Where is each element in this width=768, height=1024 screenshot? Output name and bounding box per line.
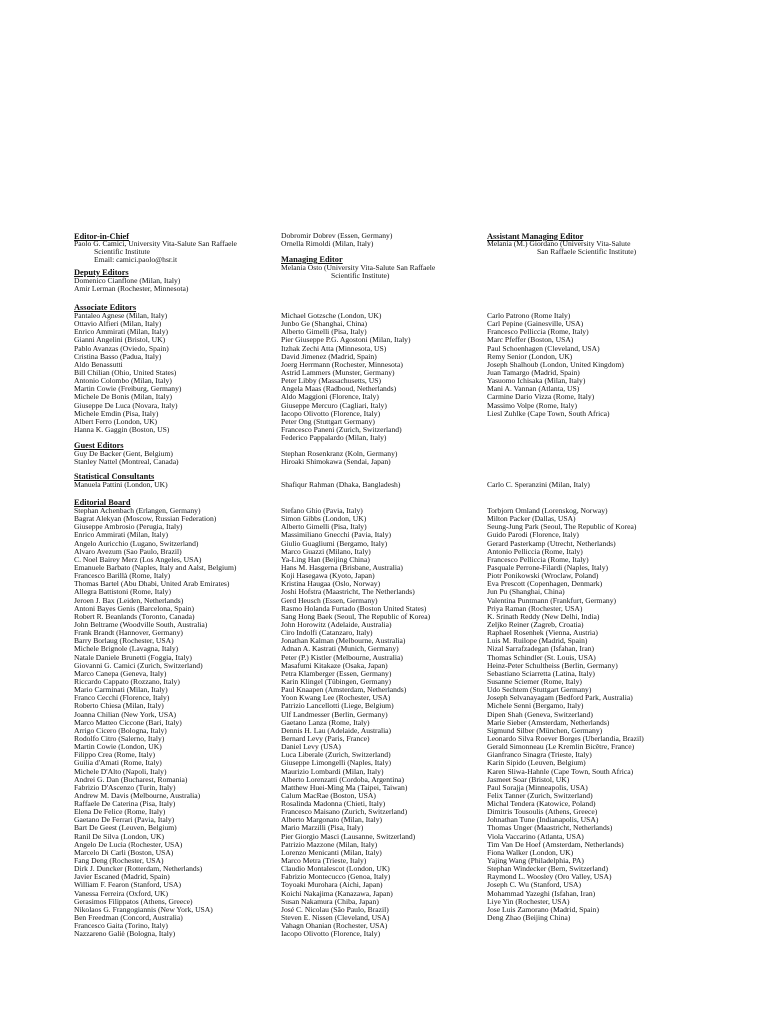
list-item: Michele De Bonis (Milan, Italy) [74, 392, 173, 402]
assistant-managing-editor-heading: Assistant Managing Editor [487, 232, 584, 241]
list-item: Aldo Maggioni (Florence, Italy) [281, 392, 379, 402]
list-item: Stephan Windecker (Bern, Switzerland) [487, 864, 609, 874]
list-item: Vanessa Ferreira (Oxford, UK) [74, 888, 169, 898]
managing-editor-heading: Managing Editor [281, 255, 343, 264]
list-item: Ya-Ling Han (Beijing China) [281, 554, 370, 564]
list-item: Scientific Institute) [331, 271, 390, 281]
list-item: Luis M. Ruilope (Madrid, Spain) [487, 636, 588, 646]
list-item: Michele Emdin (Pisa, Italy) [74, 408, 159, 418]
editor-in-chief-line: Paolo G. Camici, University Vita-Salute San Raffaele [74, 239, 237, 248]
list-item: Ciro Indolfi (Catanzaro, Italy) [281, 628, 373, 638]
list-item: Marco Metra (Trieste, Italy) [281, 856, 367, 866]
list-item: Junbo Ge (Shanghai, China) [281, 319, 368, 329]
editor-in-chief-details [74, 240, 237, 264]
list-item: Thomas Schindler (St. Louis, USA) [487, 652, 596, 662]
managing-editor-details [281, 264, 435, 280]
list-item: Juan Tamargo (Madrid, Spain) [487, 367, 580, 377]
list-item: Ottavio Alfieri (Milan, Italy) [74, 319, 162, 329]
statistical-consultants-col3 [487, 481, 590, 489]
list-item: Calum MacRae (Boston, USA) [281, 790, 376, 800]
list-item: Barry Borlaug (Rochester, USA) [74, 636, 174, 646]
list-item: Mario Marzilli (Pisa, Italy) [281, 823, 364, 833]
list-item: Ben Freedman (Concord, Australia) [74, 913, 183, 923]
list-item: Carlo C. Speranzini (Milan, Italy) [487, 480, 590, 489]
list-item: Emanuele Barbato (Naples, Italy and Aalst, Belgium) [74, 562, 237, 572]
associate-editors-heading: Associate Editors [74, 303, 137, 312]
list-item: Franco Cecchi (Florence, Italy) [74, 693, 170, 703]
list-item: José C. Nicolau (São Paulo, Brazil) [281, 904, 389, 914]
list-item: Koji Hasegawa (Kyoto, Japan) [281, 571, 375, 581]
list-item: Piotr Ponikowski (Wroclaw, Poland) [487, 571, 599, 581]
list-item: Martin Cowie (London, UK) [74, 742, 162, 752]
list-item: Antoni Bayes Genis (Barcelona, Spain) [74, 603, 194, 613]
list-item: Raffaele De Caterina (Pisa, Italy) [74, 799, 176, 809]
list-item: Francesco Pelliccia (Rome, Italy) [487, 327, 589, 337]
list-item: Bernard Levy (Paris, France) [281, 733, 370, 743]
list-item: Mohammad Yazeghi (Isfahan, Iran) [487, 888, 596, 898]
list-item: Felix Tanner (Zurich, Switzerland) [487, 790, 593, 800]
list-item: Giovanni G. Camici (Zurich, Switzerland) [74, 660, 203, 670]
list-item: Dipen Shah (Geneva, Switzerland) [487, 709, 593, 719]
list-item: Raymond L. Woosley (Oro Valley, USA) [487, 872, 612, 882]
list-item: Karin Klingel (Tübingen, Germany) [281, 676, 392, 686]
list-item: Albert Ferro (London, UK) [74, 416, 158, 426]
editor-in-chief-heading: Editor-in-Chief [74, 232, 130, 241]
list-item: William F. Fearon (Stanford, USA) [74, 880, 182, 890]
list-item: Stefano Ghio (Pavia, Italy) [281, 506, 363, 515]
list-item: Giuseppe Limongelli (Naples, Italy) [281, 758, 392, 768]
list-item: Liye Yin (Rochester, USA) [487, 896, 570, 906]
list-item: Bart De Geest (Leuven, Belgium) [74, 823, 177, 833]
list-item: Francesco Pelliccia (Rome, Italy) [487, 554, 589, 564]
list-item: Ulf Landmesser (Berlin, Germany) [281, 709, 388, 719]
list-item: Paul Knaapen (Amsterdam, Netherlands) [281, 685, 407, 695]
list-item: Ornella Rimoldi (Milan, Italy) [281, 239, 374, 249]
guest-editors-heading: Guest Editors [74, 441, 124, 450]
list-item: Liesl Zuhlke (Cape Town, South Africa) [487, 408, 610, 418]
list-item: Jonathan Kalman (Melbourne, Australia) [281, 636, 406, 646]
list-item: Jasmeet Soar (Bristol, UK) [487, 774, 570, 784]
list-item: Joanna Chilian (New York, USA) [74, 709, 177, 719]
list-item: San Raffaele Scientific Institute) [537, 247, 637, 257]
list-item: Paul Schoenhagen (Cleveland, USA) [487, 343, 600, 353]
list-item: Vahagn Ohanian (Rochester, USA) [281, 921, 388, 931]
associate-editors-col1 [74, 312, 181, 434]
deputy-editors-list [74, 277, 188, 293]
list-item: Angelo Auricchio (Lugano, Switzerland) [74, 538, 199, 548]
list-item: Allegra Battistoni (Rome, Italy) [74, 587, 172, 597]
list-item: K. Srinath Reddy (New Delhi, India) [487, 611, 600, 621]
list-item: Antonio Pelliccia (Rome, Italy) [487, 546, 583, 556]
list-item: Itzhak Zechi Atta (Minnesota, US) [281, 343, 387, 353]
list-item: Masafumi Kitakaze (Osaka, Japan) [281, 660, 388, 670]
list-item: Eva Prescott (Copenhagen, Denmark) [487, 579, 603, 589]
list-item: Hanna K. Gaggin (Boston, US) [74, 424, 170, 434]
list-item: Peter Ong (Stuttgart Germany) [281, 416, 375, 426]
list-item: Angelo De Lucia (Rochester, USA) [74, 839, 183, 849]
list-item: Gerald Simonneau (Le Kremlin Bicêtre, France) [487, 742, 635, 752]
list-item: Iacopo Olivotto (Florence, Italy) [281, 408, 381, 418]
list-item: Joseph Selvanayagam (Bedford Park, Australia) [487, 693, 633, 703]
list-item: Yajing Wang (Philadelphia, PA) [487, 856, 584, 866]
list-item: Udo Sechtem (Stuttgart Germany) [487, 685, 592, 695]
list-item: Carl Pepine (Gainesville, USA) [487, 319, 584, 329]
list-item: Bill Chilian (Ohio, United States) [74, 367, 177, 377]
list-item: Fiona Walker (London, UK) [487, 847, 574, 857]
list-item: Hiroaki Shimokawa (Sendai, Japan) [281, 457, 391, 467]
list-item: Arrigo Cicero (Bologna, Italy) [74, 725, 167, 735]
list-item: Yoon Kwang Lee (Rochester, USA) [281, 693, 391, 703]
editorial-board-heading: Editorial Board [74, 498, 131, 507]
list-item: Sebastiano Sciarretta (Latina, Italy) [487, 668, 595, 678]
editor-in-chief-email: Email: camici.paolo@hsr.it [94, 255, 178, 265]
list-item: Massimo Volpe (Rome, Italy) [487, 400, 577, 410]
list-item: Gerard Pasterkamp (Utrecht, Netherlands) [487, 538, 616, 548]
list-item: John Beltrame (Woodville South, Australia) [74, 619, 208, 629]
list-item: Jeroen J. Bax (Leiden, Netherlands) [74, 595, 184, 605]
list-item: Thomas Bartel (Abu Dhabi, United Arab Emirates) [74, 579, 230, 589]
list-item: Nizal Sarrafzadegan (Isfahan, Iran) [487, 644, 595, 654]
assistant-managing-editor-details [487, 240, 636, 256]
list-item: Marcelo Di Carli (Boston, USA) [74, 847, 174, 857]
list-item: Enrico Ammirati (Milan, Italy) [74, 530, 169, 540]
list-item: Rosalinda Madonna (Chieti, Italy) [281, 799, 386, 809]
associate-editors-col3 [487, 312, 624, 418]
list-item: Jose Luis Zamorano (Madrid, Spain) [487, 904, 599, 914]
list-item: Stanley Nattel (Montreal, Canada) [74, 457, 179, 467]
list-item: Milton Packer (Dallas, USA) [487, 514, 576, 524]
list-item: Peter (P.) Kistler (Melbourne, Australia) [281, 652, 403, 662]
list-item: Simon Gibbs (London, UK) [281, 514, 367, 524]
list-item: Luca Liberale (Zurich, Switzerland) [281, 750, 391, 760]
list-item: Francesco Gaita (Torino, Italy) [74, 921, 168, 931]
list-item: Marie Sieber (Amsterdam, Netherlands) [487, 717, 610, 727]
list-item: Gaetano Lanza (Rome, Italy) [281, 717, 370, 727]
list-item: Rodolfo Citro (Salerno, Italy) [74, 733, 165, 743]
list-item: Elena De Felice (Rome, Italy) [74, 807, 166, 817]
list-item: Michele Brignole (Lavagna, Italy) [74, 644, 179, 654]
list-item: Nazzareno Galiè (Bologna, Italy) [74, 929, 176, 939]
list-item: Carlo Patrono (Rome Italy) [487, 311, 571, 320]
list-item: Remy Senior (London, UK) [487, 351, 573, 361]
list-item: Mani A. Vannan (Atlanta, US) [487, 384, 580, 394]
list-item: Guy De Backer (Gent, Belgium) [74, 449, 173, 458]
top-col2-list [281, 232, 392, 248]
list-item: Dimitris Tousoulis (Athens, Greece) [487, 807, 598, 817]
list-item: Zeljko Reiner (Zagreb, Croatia) [487, 619, 584, 629]
list-item: Alvaro Avezum (Sao Paulo, Brazil) [74, 546, 182, 556]
list-item: Frank Brandt (Hannover, Germany) [74, 628, 183, 638]
list-item: Steven E. Nissen (Cleveland, USA) [281, 913, 390, 923]
list-item: Matthew Huei-Ming Ma (Taipei, Taiwan) [281, 782, 408, 792]
list-item: Claudio Montalescot (London, UK) [281, 864, 390, 874]
list-item: Iacopo Olivotto (Florence, Italy) [281, 929, 381, 939]
list-item: Sang Hong Baek (Seoul, The Republic of Korea) [281, 611, 431, 621]
list-item: Pier Giorgio Masci (Lausanne, Switzerland) [281, 831, 416, 841]
list-item: Guido Parodi (Florence, Italy) [487, 530, 579, 540]
list-item: Peter Libby (Massachusetts, US) [281, 376, 381, 386]
list-item: Gerd Heusch (Essen, Germany) [281, 595, 378, 605]
list-item: Melania Osto (University Vita-Salute San Raffaele [281, 263, 436, 272]
list-item: Bagrat Alekyan (Moscow, Russian Federation) [74, 514, 217, 524]
list-item: Guilia d'Amati (Rome, Italy) [74, 758, 162, 768]
list-item: Thomas Unger (Maastricht, Netherlands) [487, 823, 613, 833]
list-item: David Jimenez (Madrid, Spain) [281, 351, 377, 361]
list-item: C. Noel Bairey Merz (Los Angeles, USA) [74, 554, 202, 564]
list-item: Riccardo Cappato (Rozzano, Italy) [74, 676, 180, 686]
list-item: Valentina Puntmann (Frankfurt, Germany) [487, 595, 617, 605]
list-item: Sigmund Silber (München, Germany) [487, 725, 603, 735]
list-item: Karin Sipido (Leuven, Belgium) [487, 758, 586, 768]
list-item: Melania (M.) Giordano (University Vita-Salute [487, 239, 631, 248]
list-item: Gianni Angelini (Bristol, UK) [74, 335, 166, 345]
list-item: Michele D'Alto (Napoli, Italy) [74, 766, 167, 776]
list-item: Fabrizio D'Ascenzo (Turin, Italy) [74, 782, 176, 792]
list-item: Dirk J. Duncker (Rotterdam, Netherlands) [74, 864, 203, 874]
editor-in-chief-line: Scientific Institute [94, 247, 150, 257]
list-item: Giuseppe Ambrosio (Perugia, Italy) [74, 522, 183, 532]
list-item: Petra Klamberger (Essen, Germany) [281, 668, 392, 678]
list-item: Martin Cowie (Freiburg, Germany) [74, 384, 182, 394]
list-item: John Horowitz (Adelaide, Australia) [281, 619, 392, 629]
list-item: Fabrizio Montecucco (Genoa, Italy) [281, 872, 391, 882]
list-item: Cristina Basso (Padua, Italy) [74, 351, 162, 361]
list-item: Marc Pfeffer (Boston, USA) [487, 335, 574, 345]
list-item: Torbjorn Omland (Lorenskog, Norway) [487, 506, 608, 515]
list-item: Gaetano De Ferrari (Pavia, Italy) [74, 815, 175, 825]
list-item: Michele Senni (Bergamo, Italy) [487, 701, 584, 711]
editorial-board-col1 [74, 507, 236, 938]
list-item: Alberto Margonato (Milan, Italy) [281, 815, 383, 825]
list-item: Patrizio Mazzone (Milan, Italy) [281, 839, 378, 849]
list-item: Michal Tendera (Katowice, Poland) [487, 799, 596, 809]
editorial-board-col2 [281, 507, 430, 938]
list-item: Tim Van De Hoef (Amsterdam, Netherlands) [487, 839, 624, 849]
list-item: Dobromir Dobrev (Essen, Germany) [281, 231, 393, 240]
list-item: Jun Pu (Shanghai, China) [487, 587, 565, 597]
list-item: Alberto Gimelli (Pisa, Italy) [281, 522, 367, 532]
list-item: Joerg Herrmann (Rochester, Minnesota) [281, 359, 403, 369]
statistical-consultants-col1 [74, 481, 168, 489]
list-item: Pantaleo Agnese (Milan, Italy) [74, 311, 168, 320]
list-item: Dennis H. Lau (Adelaide, Australia) [281, 725, 392, 735]
list-item: Michael Gotzsche (London, UK) [281, 311, 382, 320]
list-item: Roberto Chiesa (Milan, Italy) [74, 701, 164, 711]
list-item: Heinz-Peter Schultheiss (Berlin, Germany) [487, 660, 618, 670]
list-item: Gianfranco Sinagra (Trieste, Italy) [487, 750, 592, 760]
list-item: Giuseppe De Luca (Novara, Italy) [74, 400, 178, 410]
list-item: Angela Maas (Radboud, Netherlands) [281, 384, 397, 394]
list-item: Filippo Crea (Rome, Italy) [74, 750, 155, 760]
list-item: Shafiqur Rahman (Dhaka, Bangladesh) [281, 480, 401, 489]
list-item: Gerasimos Filippatos (Athens, Greece) [74, 896, 193, 906]
list-item: Alberto Gimelli (Pisa, Italy) [281, 327, 367, 337]
list-item: Paul Sorajja (Minneapolis, USA) [487, 782, 588, 792]
list-item: Rasmo Holanda Furtado (Boston United States) [281, 603, 427, 613]
list-item: Antonio Colombo (Milan, Italy) [74, 376, 172, 386]
list-item: Enrico Ammirati (Milan, Italy) [74, 327, 169, 337]
list-item: Francesco Barillà (Rome, Italy) [74, 571, 171, 581]
list-item: Joseph Shalhoub (London, United Kingdom) [487, 359, 624, 369]
list-item: Priya Raman (Rochester, USA) [487, 603, 583, 613]
guest-editors-col2 [281, 450, 397, 466]
list-item: Pier Giuseppe P.G. Agostoni (Milan, Italy) [281, 335, 411, 345]
editorial-board-col3 [487, 507, 644, 922]
list-item: Andrei G. Dan (Bucharest, Romania) [74, 774, 188, 784]
list-item: Maurizio Lombardi (Milan, Italy) [281, 766, 384, 776]
list-item: Fang Deng (Rochester, USA) [74, 856, 164, 866]
list-item: Aldo Benassutti [74, 359, 123, 369]
list-item: Daniel Levy (USA) [281, 742, 341, 752]
list-item: Yasuomo Ichisaka (Milan, Italy) [487, 376, 586, 386]
list-item: Alberto Lorenzatti (Cordoba, Argentina) [281, 774, 405, 784]
list-item: Giulio Guagliumi (Bergamo, Italy) [281, 538, 388, 548]
list-item: Koichi Nakajima (Kanazawa, Japan) [281, 888, 393, 898]
list-item: Manuela Pattini (London, UK) [74, 480, 168, 489]
list-item: Amir Lerman (Rochester, Minnesota) [74, 284, 189, 294]
list-item: Giuseppe Mercuro (Cagliari, Italy) [281, 400, 387, 410]
list-item: Francesco Paneni (Zurich, Switzerland) [281, 424, 402, 434]
list-item: Pasquale Perrone-Filardi (Naples, Italy) [487, 562, 609, 572]
list-item: Carmine Dario Vizza (Rome, Italy) [487, 392, 595, 402]
list-item: Stephan Rosenkranz (Koln, Germany) [281, 449, 398, 458]
list-item: Toyoaki Murohara (Aichi, Japan) [281, 880, 383, 890]
list-item: Marco Canepa (Geneva, Italy) [74, 668, 167, 678]
list-item: Javier Escaned (Madrid, Spain) [74, 872, 170, 882]
list-item: Seung-Jung Park (Seoul, The Republic of Korea) [487, 522, 637, 532]
list-item: Johnathan Tune (Indianapolis, USA) [487, 815, 599, 825]
list-item: Raphael Rosenhek (Vienna, Austria) [487, 628, 598, 638]
list-item: Karen Sliwa-Hahnle (Cape Town, South Africa) [487, 766, 634, 776]
list-item: Hans M. Hasgerna (Brisbane, Australia) [281, 562, 403, 572]
list-item: Adnan A. Kastrati (Munich, Germany) [281, 644, 399, 654]
list-item: Susanne Sciemer (Rome, Italy) [487, 676, 582, 686]
list-item: Domenico Cianflone (Milan, Italy) [74, 276, 181, 285]
list-item: Andrew M. Davis (Melbourne, Australia) [74, 790, 201, 800]
list-item: Stephan Achenbach (Erlangen, Germany) [74, 506, 201, 515]
list-item: Ranil De Silva (London, UK) [74, 831, 165, 841]
statistical-consultants-heading: Statistical Consultants [74, 472, 155, 481]
list-item: Robert R. Beanlands (Toronto, Canada) [74, 611, 195, 621]
associate-editors-col2 [281, 312, 411, 442]
list-item: Kristina Haugaa (Oslo, Norway) [281, 579, 381, 589]
list-item: Patrizio Lancellotti (Liege, Belgium) [281, 701, 394, 711]
list-item: Marco Guazzi (Milano, Italy) [281, 546, 371, 556]
list-item: Viola Vaccarino (Atlanta, USA) [487, 831, 584, 841]
list-item: Massimiliano Gnecchi (Pavia, Italy) [281, 530, 392, 540]
list-item: Deng Zhao (Beijing China) [487, 913, 571, 923]
list-item: Astrid Lammers (Munster, Germany) [281, 367, 395, 377]
list-item: Susan Nakamura (Chiba, Japan) [281, 896, 379, 906]
list-item: Natale Daniele Brunetti (Foggia, Italy) [74, 652, 192, 662]
list-item: Nikolaos G. Frangogiannis (New York, USA) [74, 904, 213, 914]
list-item: Francesco Maisano (Zurich, Switzerland) [281, 807, 408, 817]
deputy-editors-heading: Deputy Editors [74, 268, 129, 277]
list-item: Leonardo Silva Roever Borges (Uberlandia, Brazil) [487, 733, 644, 743]
list-item: Joshi Hofstra (Maastricht, The Netherlands) [281, 587, 415, 597]
list-item: Pablo Avanzas (Oviedo, Spain) [74, 343, 169, 353]
list-item: Lorenzo Menicanti (Milan, Italy) [281, 847, 382, 857]
guest-editors-col1 [74, 450, 179, 466]
list-item: Joseph C. Wu (Stanford, USA) [487, 880, 582, 890]
list-item: Mario Carminati (Milan, Italy) [74, 685, 168, 695]
list-item: Federico Pappalardo (Milan, Italy) [281, 433, 387, 443]
list-item: Marco Matteo Ciccone (Bari, Italy) [74, 717, 182, 727]
statistical-consultants-col2 [281, 481, 400, 489]
